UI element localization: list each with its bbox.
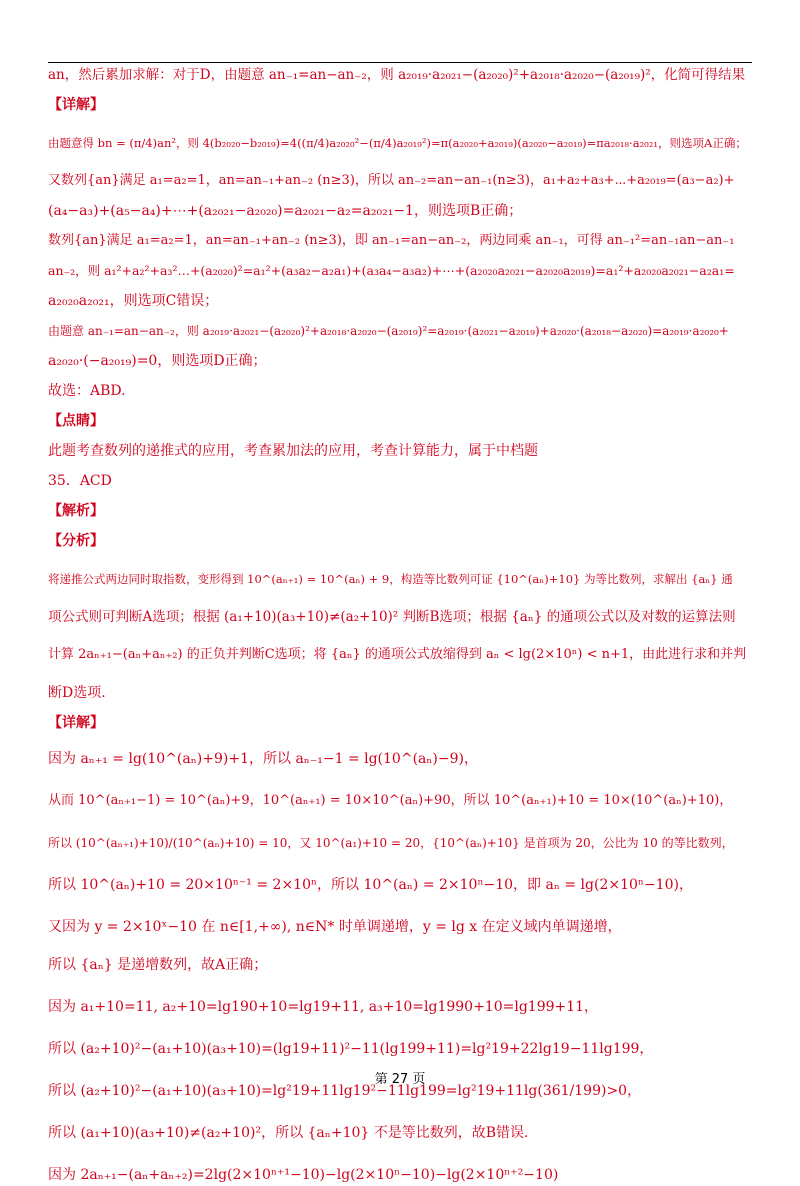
text-line: 所以 (a₂+10)²−(a₁+10)(a₃+10)=lg²19+11lg19²−11lg199=lg²19+11lg(361/199)>0， <box>48 1083 642 1099</box>
text-line: an，然后累加求解：对于D，由题意 an₋₁=an−an₋₂，则 a₂₀₁₉·a₂₀₂₁−(a₂₀₂₀)²+a₂₀₁₈·a₂₀₂₀−(a₂₀₁₉)²，化简可得结果 <box>48 67 746 83</box>
text-line: 断D选项. <box>48 685 106 701</box>
section-heading: 【解析】 <box>48 503 104 519</box>
text-line: 又因为 y = 2×10ˣ−10 在 n∈[1,+∞), n∈N* 时单调递增，y = lg x 在定义域内单调递增， <box>48 919 622 935</box>
problem-answer: 35．ACD <box>48 473 112 489</box>
text-line: 因为 2aₙ₊₁−(aₙ+aₙ₊₂)=2lg(2×10ⁿ⁺¹−10)−lg(2×10ⁿ−10)−lg(2×10ⁿ⁺²−10) <box>48 1167 559 1183</box>
text-line: 因为 aₙ₊₁ = lg(10^(aₙ)+9)+1，所以 aₙ₋₁−1 = lg(10^(aₙ)−9)， <box>48 751 478 767</box>
page-content <box>48 64 752 1186</box>
text-line: 故选：ABD. <box>48 383 126 399</box>
section-heading: 【详解】 <box>48 715 104 731</box>
section-heading: 【点睛】 <box>48 413 104 429</box>
text-line: 所以 (10^(aₙ₊₁)+10)/(10^(aₙ)+10) = 10，又 10^(a₁)+10 = 20，{10^(aₙ)+10} 是首项为 20，公比为 10 的等比数列， <box>48 836 734 850</box>
section-heading: 【分析】 <box>48 533 104 549</box>
text-line: an₋₂，则 a₁²+a₂²+a₃²…+(a₂₀₂₀)²=a₁²+(a₃a₂−a₂a₁)+(a₃a₄−a₃a₂)+⋯+(a₂₀₂₀a₂₀₂₁−a₂₀₂₀a₂₀₁₉)=a₁²+a₂₀₂₀a₂₀₂₁−a₂a₁= <box>48 263 735 278</box>
text-line: (a₄−a₃)+(a₅−a₄)+⋯+(a₂₀₂₁−a₂₀₂₀)=a₂₀₂₁−a₂=a₂₀₂₁−1，则选项B正确； <box>48 203 523 219</box>
text-line: 所以 (a₁+10)(a₃+10)≠(a₂+10)²，所以 {aₙ+10} 不是等比数列，故B错误. <box>48 1125 529 1141</box>
text-line: a₂₀₂₀·(−a₂₀₁₉)=0，则选项D正确； <box>48 353 267 369</box>
text-line: 所以 (a₂+10)²−(a₁+10)(a₃+10)=(lg19+11)²−11(lg199+11)=lg²19+22lg19−11lg199， <box>48 1041 654 1057</box>
text-line: 所以 {aₙ} 是递增数列，故A正确； <box>48 957 268 973</box>
text-line: 将递推公式两边同时取指数，变形得到 10^(aₙ₊₁) = 10^(aₙ) + 9，构造等比数列可证 {10^(aₙ)+10} 为等比数列，求解出 {aₙ} 通 <box>48 572 733 586</box>
section-heading: 【详解】 <box>48 97 104 113</box>
header-rule <box>48 62 752 63</box>
text-line: 计算 2aₙ₊₁−(aₙ+aₙ₊₂) 的正负并判断C选项；将 {aₙ} 的通项公式放缩得到 aₙ < lg(2×10ⁿ) < n+1，由此进行求和并判 <box>48 647 747 662</box>
page-number: 第 27 页 <box>374 1072 426 1087</box>
text-line: 又数列{an}满足 a₁=a₂=1，an=an₋₁+an₋₂ (n≥3)，所以 an₋₂=an−an₋₁(n≥3)，a₁+a₂+a₃+⋯+a₂₀₁₉=(a₃−a₂)+ <box>48 173 735 188</box>
text-line: 由题意得 bn = (π/4)an²，则 4(b₂₀₂₀−b₂₀₁₉)=4((π/4)a₂₀₂₀²−(π/4)a₂₀₁₉²)=π(a₂₀₂₀+a₂₀₁₉)(a₂₀₂₀−a₂₀₁₉)=πa₂₀₁₈·a₂₀₂₁，则选项A正确； <box>48 136 747 150</box>
text-line: 从而 10^(aₙ₊₁−1) = 10^(aₙ)+9，10^(aₙ₊₁) = 10×10^(aₙ)+90，所以 10^(aₙ₊₁)+10 = 10×(10^(aₙ)+10)， <box>48 793 733 808</box>
text-line: a₂₀₂₀a₂₀₂₁，则选项C错误； <box>48 293 219 309</box>
text-line: 所以 10^(aₙ)+10 = 20×10ⁿ⁻¹ = 2×10ⁿ，所以 10^(aₙ) = 2×10ⁿ−10，即 aₙ = lg(2×10ⁿ−10)， <box>48 877 693 893</box>
text-line: 数列{an}满足 a₁=a₂=1，an=an₋₁+an₋₂ (n≥3)，即 an₋₁=an−an₋₂，两边同乘 an₋₁，可得 an₋₁²=an₋₁an−an₋₁ <box>48 233 735 248</box>
text-line: 因为 a₁+10=11, a₂+10=lg190+10=lg19+11, a₃+10=lg1990+10=lg199+11， <box>48 999 599 1015</box>
text-line: 由题意 an₋₁=an−an₋₂，则 a₂₀₁₉·a₂₀₂₁−(a₂₀₂₀)²+a₂₀₁₈·a₂₀₂₀−(a₂₀₁₉)²=a₂₀₁₉·(a₂₀₂₁−a₂₀₁₉)+a₂₀₂₀·(a₂₀₁₈−a₂₀₂₀)=a₂₀₁₉·a₂₀₂₀+ <box>48 324 729 338</box>
text-line: 项公式则可判断A选项；根据 (a₁+10)(a₃+10)≠(a₂+10)² 判断B选项；根据 {aₙ} 的通项公式以及对数的运算法则 <box>48 609 736 625</box>
text-line: 此题考查数列的递推式的应用，考查累加法的应用，考查计算能力，属于中档题 <box>48 443 538 459</box>
